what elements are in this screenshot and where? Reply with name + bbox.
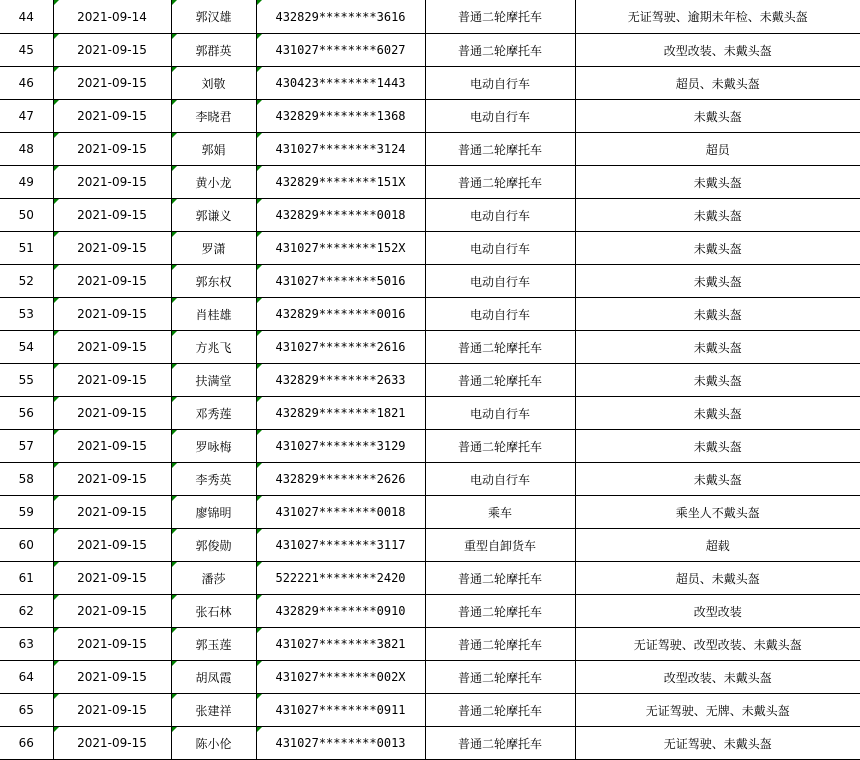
row-number-cell[interactable]: 47 <box>0 100 53 133</box>
row-number-cell[interactable]: 46 <box>0 67 53 100</box>
id-number-cell[interactable]: 431027********3117 <box>256 529 425 562</box>
row-number-cell[interactable]: 48 <box>0 133 53 166</box>
date-cell[interactable]: 2021-09-15 <box>53 67 171 100</box>
vehicle-type-cell[interactable]: 普通二轮摩托车 <box>425 166 575 199</box>
table-row <box>0 397 860 430</box>
person-name-cell[interactable]: 胡凤霞 <box>171 661 256 694</box>
date-cell[interactable]: 2021-09-15 <box>53 100 171 133</box>
id-number-cell[interactable]: 431027********3821 <box>256 628 425 661</box>
vehicle-type-cell[interactable]: 电动自行车 <box>425 298 575 331</box>
violation-cell[interactable]: 无证驾驶、无牌、未戴头盔 <box>575 694 860 727</box>
violation-cell[interactable]: 未戴头盔 <box>575 397 860 430</box>
vehicle-type-cell[interactable]: 普通二轮摩托车 <box>425 628 575 661</box>
table-row <box>0 430 860 463</box>
date-cell[interactable]: 2021-09-15 <box>53 430 171 463</box>
person-name-cell[interactable]: 邓秀莲 <box>171 397 256 430</box>
vehicle-type-cell[interactable]: 电动自行车 <box>425 100 575 133</box>
row-number-cell[interactable]: 56 <box>0 397 53 430</box>
violation-cell[interactable]: 改型改装、未戴头盔 <box>575 34 860 67</box>
date-cell[interactable]: 2021-09-15 <box>53 694 171 727</box>
violation-cell[interactable]: 未戴头盔 <box>575 232 860 265</box>
violation-cell[interactable]: 未戴头盔 <box>575 331 860 364</box>
person-name-cell[interactable]: 黄小龙 <box>171 166 256 199</box>
id-number-cell[interactable]: 432829********2626 <box>256 463 425 496</box>
id-number-cell[interactable]: 431027********2616 <box>256 331 425 364</box>
table-row <box>0 463 860 496</box>
row-number-cell[interactable]: 57 <box>0 430 53 463</box>
id-number-cell[interactable]: 431027********6027 <box>256 34 425 67</box>
person-name-cell[interactable]: 郭玉莲 <box>171 628 256 661</box>
id-number-cell[interactable]: 432829********0016 <box>256 298 425 331</box>
person-name-cell[interactable]: 罗潇 <box>171 232 256 265</box>
vehicle-type-cell[interactable]: 普通二轮摩托车 <box>425 0 575 34</box>
violation-cell[interactable]: 未戴头盔 <box>575 430 860 463</box>
vehicle-type-cell[interactable]: 普通二轮摩托车 <box>425 331 575 364</box>
id-number-cell[interactable]: 432829********1821 <box>256 397 425 430</box>
id-number-cell[interactable]: 522221********2420 <box>256 562 425 595</box>
row-number-cell[interactable]: 50 <box>0 199 53 232</box>
person-name-cell[interactable]: 张石林 <box>171 595 256 628</box>
row-number-cell[interactable]: 60 <box>0 529 53 562</box>
vehicle-type-cell[interactable]: 普通二轮摩托车 <box>425 661 575 694</box>
violation-cell[interactable]: 乘坐人不戴头盔 <box>575 496 860 529</box>
person-name-cell[interactable]: 方兆飞 <box>171 331 256 364</box>
person-name-cell[interactable]: 郭谦义 <box>171 199 256 232</box>
violation-cell[interactable]: 无证驾驶、逾期未年检、未戴头盔 <box>575 0 860 34</box>
row-number-cell[interactable]: 52 <box>0 265 53 298</box>
date-cell[interactable]: 2021-09-15 <box>53 331 171 364</box>
violation-cell[interactable]: 超员、未戴头盔 <box>575 67 860 100</box>
date-cell[interactable]: 2021-09-15 <box>53 265 171 298</box>
date-cell[interactable]: 2021-09-15 <box>53 595 171 628</box>
date-cell[interactable]: 2021-09-15 <box>53 397 171 430</box>
vehicle-type-cell[interactable]: 电动自行车 <box>425 232 575 265</box>
vehicle-type-cell[interactable]: 普通二轮摩托车 <box>425 595 575 628</box>
table-row <box>0 166 860 199</box>
id-number-cell[interactable]: 431027********152X <box>256 232 425 265</box>
table-row <box>0 661 860 694</box>
date-cell[interactable]: 2021-09-15 <box>53 562 171 595</box>
person-name-cell[interactable]: 郭娟 <box>171 133 256 166</box>
row-number-cell[interactable]: 51 <box>0 232 53 265</box>
violation-cell[interactable]: 未戴头盔 <box>575 364 860 397</box>
date-cell[interactable]: 2021-09-15 <box>53 661 171 694</box>
table-row <box>0 562 860 595</box>
vehicle-type-cell[interactable]: 电动自行车 <box>425 67 575 100</box>
row-number-cell[interactable]: 66 <box>0 727 53 760</box>
person-name-cell[interactable]: 陈小伦 <box>171 727 256 760</box>
vehicle-type-cell[interactable]: 电动自行车 <box>425 463 575 496</box>
row-number-cell[interactable]: 65 <box>0 694 53 727</box>
person-name-cell[interactable]: 潘莎 <box>171 562 256 595</box>
vehicle-type-cell[interactable]: 普通二轮摩托车 <box>425 694 575 727</box>
table-row <box>0 232 860 265</box>
vehicle-type-cell[interactable]: 电动自行车 <box>425 397 575 430</box>
violation-cell[interactable]: 超载 <box>575 529 860 562</box>
table-row <box>0 34 860 67</box>
id-number-cell[interactable]: 431027********3129 <box>256 430 425 463</box>
violation-cell[interactable]: 超员、未戴头盔 <box>575 562 860 595</box>
date-cell[interactable]: 2021-09-15 <box>53 133 171 166</box>
violation-cell[interactable]: 未戴头盔 <box>575 166 860 199</box>
id-number-cell[interactable]: 432829********2633 <box>256 364 425 397</box>
table-row <box>0 694 860 727</box>
date-cell[interactable]: 2021-09-14 <box>53 0 171 34</box>
date-cell[interactable]: 2021-09-15 <box>53 628 171 661</box>
row-number-cell[interactable]: 59 <box>0 496 53 529</box>
id-number-cell[interactable]: 432829********0910 <box>256 595 425 628</box>
person-name-cell[interactable]: 刘敬 <box>171 67 256 100</box>
vehicle-type-cell[interactable]: 普通二轮摩托车 <box>425 34 575 67</box>
date-cell[interactable]: 2021-09-15 <box>53 34 171 67</box>
violation-cell[interactable]: 未戴头盔 <box>575 463 860 496</box>
row-number-cell[interactable]: 54 <box>0 331 53 364</box>
date-cell[interactable]: 2021-09-15 <box>53 232 171 265</box>
vehicle-type-cell[interactable]: 普通二轮摩托车 <box>425 562 575 595</box>
table-row <box>0 265 860 298</box>
person-name-cell[interactable]: 肖桂雄 <box>171 298 256 331</box>
row-number-cell[interactable]: 49 <box>0 166 53 199</box>
person-name-cell[interactable]: 郭群英 <box>171 34 256 67</box>
table-row <box>0 529 860 562</box>
id-number-cell[interactable]: 431027********0911 <box>256 694 425 727</box>
violation-cell[interactable]: 改型改装 <box>575 595 860 628</box>
vehicle-type-cell[interactable]: 电动自行车 <box>425 199 575 232</box>
id-number-cell[interactable]: 432829********151X <box>256 166 425 199</box>
person-name-cell[interactable]: 罗咏梅 <box>171 430 256 463</box>
row-number-cell[interactable]: 64 <box>0 661 53 694</box>
date-cell[interactable]: 2021-09-15 <box>53 529 171 562</box>
person-name-cell[interactable]: 郭汉雄 <box>171 0 256 34</box>
vehicle-type-cell[interactable]: 普通二轮摩托车 <box>425 727 575 760</box>
id-number-cell[interactable]: 432829********1368 <box>256 100 425 133</box>
date-cell[interactable]: 2021-09-15 <box>53 298 171 331</box>
table-row <box>0 100 860 133</box>
person-name-cell[interactable]: 扶满堂 <box>171 364 256 397</box>
vehicle-type-cell[interactable]: 重型自卸货车 <box>425 529 575 562</box>
table-row <box>0 331 860 364</box>
violation-cell[interactable]: 未戴头盔 <box>575 298 860 331</box>
date-cell[interactable]: 2021-09-15 <box>53 463 171 496</box>
date-cell[interactable]: 2021-09-15 <box>53 727 171 760</box>
vehicle-type-cell[interactable]: 乘车 <box>425 496 575 529</box>
table-row <box>0 133 860 166</box>
table-row <box>0 364 860 397</box>
date-cell[interactable]: 2021-09-15 <box>53 364 171 397</box>
table-row <box>0 67 860 100</box>
id-number-cell[interactable]: 432829********0018 <box>256 199 425 232</box>
row-number-cell[interactable]: 45 <box>0 34 53 67</box>
violation-cell[interactable]: 未戴头盔 <box>575 100 860 133</box>
id-number-cell[interactable]: 431027********0018 <box>256 496 425 529</box>
id-number-cell[interactable]: 431027********002X <box>256 661 425 694</box>
row-number-cell[interactable]: 55 <box>0 364 53 397</box>
vehicle-type-cell[interactable]: 普通二轮摩托车 <box>425 430 575 463</box>
person-name-cell[interactable]: 张建祥 <box>171 694 256 727</box>
person-name-cell[interactable]: 李晓君 <box>171 100 256 133</box>
violation-cell[interactable]: 未戴头盔 <box>575 199 860 232</box>
table-row <box>0 595 860 628</box>
row-number-cell[interactable]: 61 <box>0 562 53 595</box>
row-number-cell[interactable]: 63 <box>0 628 53 661</box>
person-name-cell[interactable]: 李秀英 <box>171 463 256 496</box>
id-number-cell[interactable]: 432829********3616 <box>256 0 425 34</box>
id-number-cell[interactable]: 431027********0013 <box>256 727 425 760</box>
row-number-cell[interactable]: 44 <box>0 0 53 34</box>
person-name-cell[interactable]: 郭俊勋 <box>171 529 256 562</box>
vehicle-type-cell[interactable]: 普通二轮摩托车 <box>425 364 575 397</box>
table-row <box>0 199 860 232</box>
vehicle-type-cell[interactable]: 电动自行车 <box>425 265 575 298</box>
row-number-cell[interactable]: 53 <box>0 298 53 331</box>
table-row <box>0 0 860 34</box>
table-row <box>0 727 860 760</box>
violation-cell[interactable]: 无证驾驶、未戴头盔 <box>575 727 860 760</box>
table-row <box>0 496 860 529</box>
person-name-cell[interactable]: 郭东权 <box>171 265 256 298</box>
row-number-cell[interactable]: 58 <box>0 463 53 496</box>
date-cell[interactable]: 2021-09-15 <box>53 166 171 199</box>
violation-cell[interactable]: 超员 <box>575 133 860 166</box>
violation-cell[interactable]: 无证驾驶、改型改装、未戴头盔 <box>575 628 860 661</box>
id-number-cell[interactable]: 431027********3124 <box>256 133 425 166</box>
person-name-cell[interactable]: 廖锦明 <box>171 496 256 529</box>
violation-cell[interactable]: 未戴头盔 <box>575 265 860 298</box>
id-number-cell[interactable]: 430423********1443 <box>256 67 425 100</box>
table-row <box>0 298 860 331</box>
id-number-cell[interactable]: 431027********5016 <box>256 265 425 298</box>
table-row <box>0 628 860 661</box>
row-number-cell[interactable]: 62 <box>0 595 53 628</box>
vehicle-type-cell[interactable]: 普通二轮摩托车 <box>425 133 575 166</box>
violation-cell[interactable]: 改型改装、未戴头盔 <box>575 661 860 694</box>
date-cell[interactable]: 2021-09-15 <box>53 199 171 232</box>
date-cell[interactable]: 2021-09-15 <box>53 496 171 529</box>
